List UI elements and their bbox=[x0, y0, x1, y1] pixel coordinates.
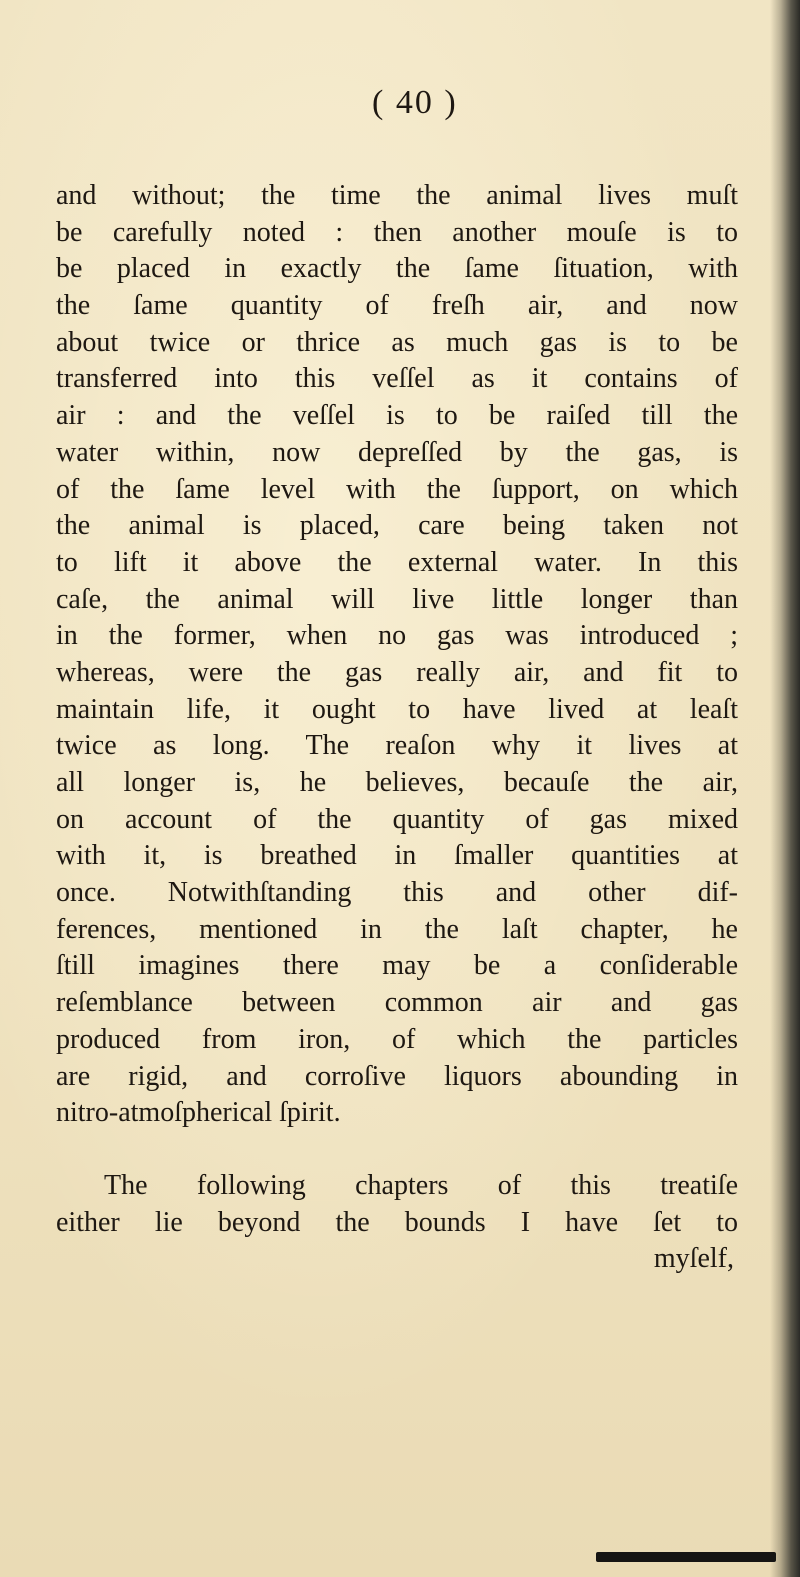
text-line: all longer is, he believes, becauſe the air, bbox=[56, 767, 738, 798]
text-line: air : and the veſſel is to be raiſed till the bbox=[56, 400, 738, 432]
text-line: produced from iron, of which the particles bbox=[56, 1023, 738, 1055]
page-edge-shadow bbox=[770, 0, 800, 1577]
text-line: ferences, mentioned in the laſt chapter, he bbox=[56, 913, 738, 945]
text-line: be carefully noted : then another mouſe is to bbox=[56, 216, 738, 248]
text-line: The following chapters of this treatiſe bbox=[104, 1169, 738, 1201]
text-line: with it, is breathed in ſmaller quantities at bbox=[56, 840, 738, 872]
text-line: the animal is placed, care being taken not bbox=[56, 510, 738, 542]
text-line: transferred into this veſſel as it contains of bbox=[56, 363, 738, 395]
paragraph-2 bbox=[56, 1168, 738, 1241]
catchword: myſelf, bbox=[653, 1243, 734, 1275]
text-line: maintain life, it ought to have lived at leaſt bbox=[56, 693, 738, 725]
text-line: water within, now depreſſed by the gas, is bbox=[56, 436, 738, 468]
text-line: ſtill imagines there may be a conſiderable bbox=[56, 950, 738, 982]
paragraph-gap bbox=[56, 1132, 738, 1168]
text-line: either lie beyond the bounds I have ſet to bbox=[56, 1206, 738, 1238]
text-line: caſe, the animal will live little longer than bbox=[56, 583, 738, 615]
paragraph-1 bbox=[56, 178, 738, 1132]
text-line: to lift it above the external water. In this bbox=[56, 546, 738, 578]
text-line: once. Notwithſtanding this and other dif- bbox=[56, 877, 738, 909]
text-line: and without; the time the animal lives muſt bbox=[56, 180, 738, 211]
scan-edge-bar bbox=[596, 1552, 776, 1562]
text-line: the ſame quantity of freſh air, and now bbox=[56, 290, 738, 322]
text-line: nitro-atmoſpherical ſpirit. bbox=[56, 1097, 341, 1129]
text-line: on account of the quantity of gas mixed bbox=[56, 803, 738, 835]
text-line: be placed in exactly the ſame ſituation, with bbox=[56, 253, 738, 285]
text-line: are rigid, and corroſive liquors abounding in bbox=[56, 1060, 738, 1092]
text-line: reſemblance between common air and gas bbox=[56, 987, 738, 1019]
text-line: of the ſame level with the ſupport, on which bbox=[56, 473, 738, 505]
text-line: whereas, were the gas really air, and fit to bbox=[56, 656, 738, 688]
text-line: in the former, when no gas was introduced ; bbox=[56, 620, 738, 652]
page-number: ( 40 ) bbox=[372, 84, 458, 121]
body-text bbox=[56, 178, 738, 1278]
text-line: about twice or thrice as much gas is to be bbox=[56, 326, 738, 358]
text-line: twice as long. The reaſon why it lives at bbox=[56, 730, 738, 762]
